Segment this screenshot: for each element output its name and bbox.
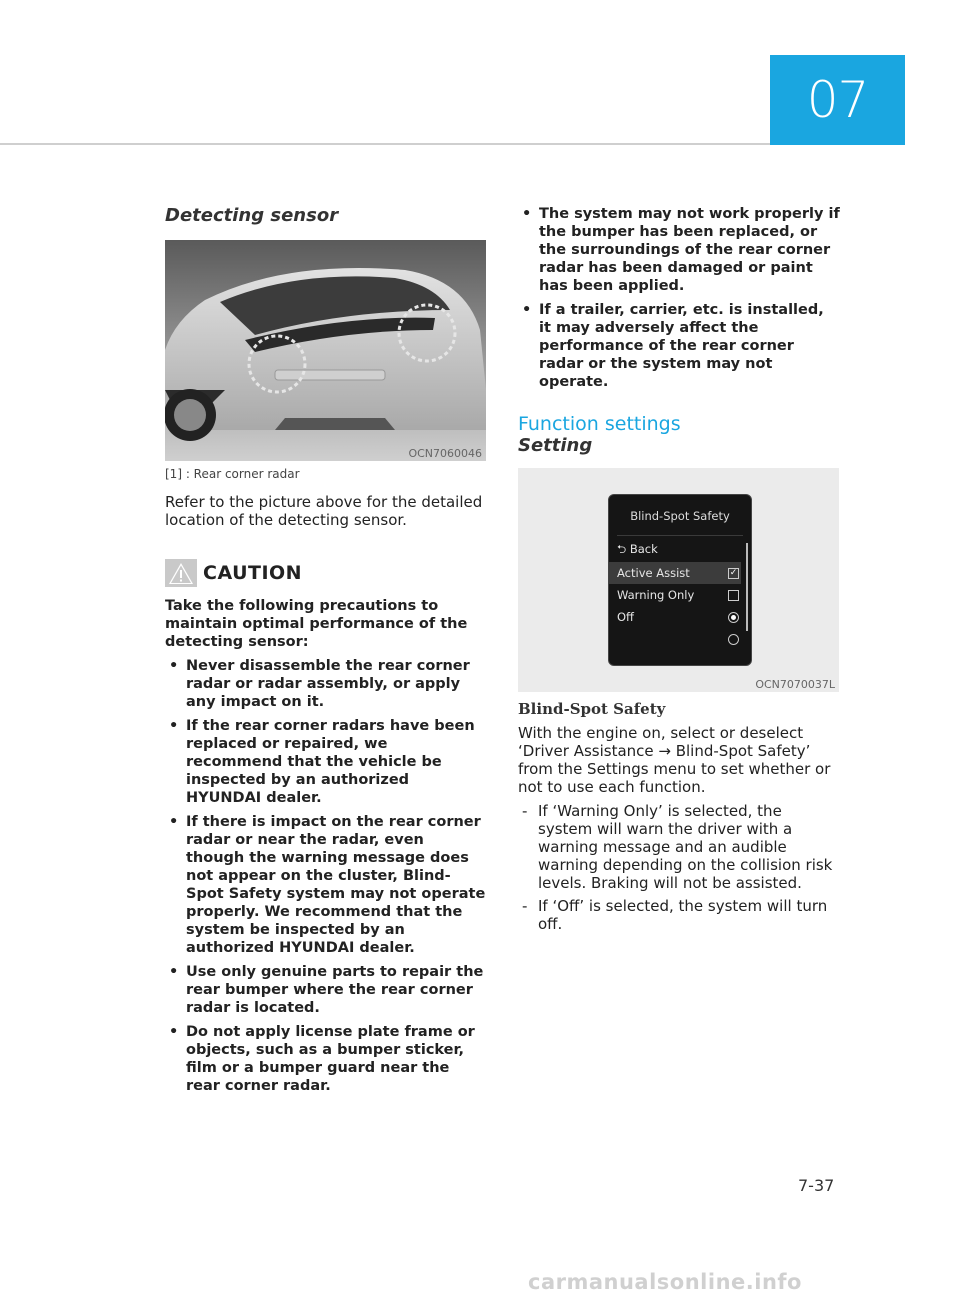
list-item: - If ‘Warning Only’ is selected, the system will warn the driver with a warning message and an audible warning depending on the collision risk levels. Braking will not be assisted. bbox=[518, 802, 840, 892]
list-item: • The system may not work properly if the bumper has been replaced, or the surroundings of the rear corner radar has been damaged or paint has been applied. bbox=[518, 205, 840, 295]
caution-intro: Take the following precautions to maintain optimal performance of the detecting sensor: bbox=[165, 598, 468, 650]
list-item: • Use only genuine parts to repair the rear bumper where the rear corner radar is located. bbox=[165, 963, 487, 1017]
ui-heading-blind-spot-safety: Blind-Spot Safety bbox=[518, 700, 666, 718]
right-column bbox=[518, 205, 840, 938]
list-item: - If ‘Off’ is selected, the system will turn off. bbox=[518, 897, 840, 933]
list-item: • Never disassemble the rear corner radar or radar assembly, or apply any impact on it. bbox=[165, 657, 487, 711]
page-number: 7-37 bbox=[798, 1176, 835, 1195]
back-arrow-icon: ⮌ bbox=[617, 541, 627, 556]
cluster-back-row bbox=[609, 540, 751, 562]
checkbox-checked-icon: ✓ bbox=[729, 567, 738, 578]
caution-header bbox=[165, 559, 487, 587]
caution-title: CAUTION bbox=[203, 562, 303, 584]
list-item: • If a trailer, carrier, etc. is installed, it may adversely affect the performance of the rear corner radar or the system may not operate. bbox=[518, 301, 840, 391]
radio-empty-icon bbox=[728, 634, 739, 645]
caution-list bbox=[165, 657, 487, 1095]
cluster-scrollbar bbox=[746, 543, 748, 631]
list-item: • If there is impact on the rear corner radar or near the radar, even though the warning message does not appear on the cluster, Blind-Spot Safety system may not operate properly. We recommend that the system be inspected by an authorized HYUNDAI dealer. bbox=[165, 813, 487, 957]
list-item: • Do not apply license plate frame or objects, such as a bumper sticker, film or a bumper guard near the rear corner radar. bbox=[165, 1023, 487, 1095]
figure-code: OCN7060046 bbox=[408, 447, 482, 460]
radio-selected-icon bbox=[728, 612, 739, 623]
cluster-screen bbox=[608, 494, 752, 666]
left-column bbox=[165, 205, 487, 1101]
chapter-tab: 07 bbox=[770, 55, 905, 145]
figure-caption: [1] : Rear corner radar bbox=[165, 467, 300, 481]
cluster-back-label: Back bbox=[629, 541, 658, 556]
watermark: carmanualsonline.info bbox=[528, 1270, 802, 1294]
caution-icon bbox=[165, 559, 197, 587]
car-rear-illustration bbox=[165, 240, 486, 461]
checkbox-empty-icon bbox=[728, 590, 739, 601]
cluster-title: Blind-Spot Safety bbox=[617, 495, 743, 536]
cluster-option-warning-only bbox=[609, 584, 741, 606]
cluster-option-empty bbox=[609, 628, 741, 650]
figure-code: OCN7070037L bbox=[755, 678, 835, 691]
section-title: Function settings bbox=[518, 413, 681, 435]
setting-paragraph: With the engine on, select or deselect ‘Driver Assistance → Blind-Spot Safety’ from the Settings menu to set whether or not to use each function. bbox=[518, 724, 831, 796]
cluster-figure bbox=[518, 468, 839, 692]
cluster-option-label: Active Assist bbox=[617, 566, 690, 580]
caution-list-continued bbox=[518, 205, 840, 391]
cluster-option-label: Off bbox=[617, 610, 634, 624]
detecting-sensor-paragraph: Refer to the picture above for the detailed location of the detecting sensor. bbox=[165, 493, 483, 529]
rear-radar-figure bbox=[165, 240, 486, 461]
cluster-option-off bbox=[609, 606, 741, 628]
list-item: • If the rear corner radars have been replaced or repaired, we recommend that the vehicle be inspected by an authorized HYUNDAI dealer. bbox=[165, 717, 487, 807]
header-rule bbox=[0, 143, 770, 145]
cluster-option-active-assist bbox=[609, 562, 741, 584]
setting-options-list bbox=[518, 802, 840, 933]
cluster-option-label: Warning Only bbox=[617, 588, 695, 602]
subheading-detecting-sensor: Detecting sensor bbox=[165, 205, 339, 226]
subheading-setting: Setting bbox=[518, 435, 593, 456]
